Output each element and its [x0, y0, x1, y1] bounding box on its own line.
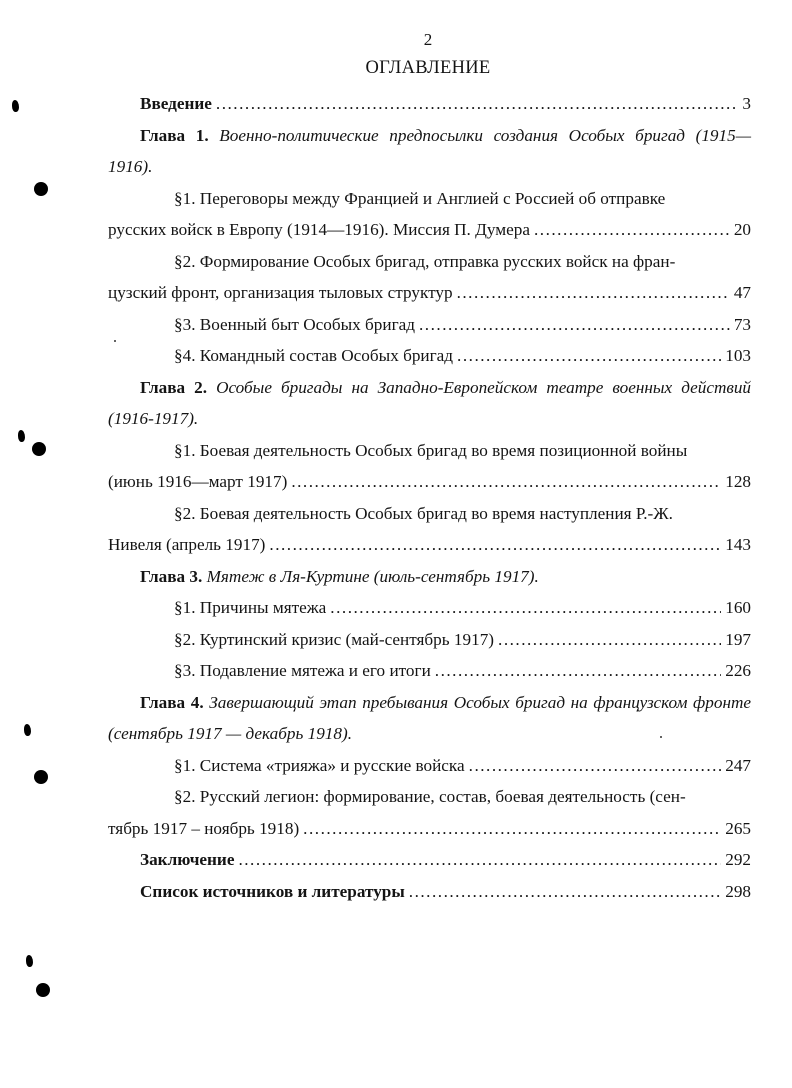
dot-leader [238, 844, 721, 876]
section-text-tail: цузский фронт, организация тыловых структур [108, 283, 453, 302]
section-text: §1. Переговоры между Францией и Англией с Россией об отправке [174, 188, 666, 208]
chapter-title: Мятеж в Ля-Куртине (июль-сентябрь 1917). [206, 566, 539, 586]
toc-page-ref: 298 [725, 881, 751, 901]
toc-page-ref: 3 [742, 94, 751, 113]
dot-leader [303, 813, 721, 845]
dot-leader [498, 624, 721, 656]
chapter-sep: . [199, 692, 210, 712]
toc-section-4-1[interactable] [108, 750, 751, 782]
section-text-tail: §4. Командный состав Особых бригад [174, 346, 454, 365]
toc-section-3-1[interactable] [108, 592, 751, 624]
scan-mark [26, 955, 33, 967]
toc-entry-intro[interactable] [108, 88, 751, 120]
toc-page-ref: 226 [725, 661, 751, 680]
table-of-contents [108, 88, 751, 907]
section-text: §2. Русский легион: формирование, состав, боевая деятельность (сен- [174, 787, 686, 806]
section-text-tail: §1. Система «трияжа» и русские войска [174, 755, 465, 775]
dot-leader [419, 309, 730, 341]
toc-section-1-4[interactable] [108, 340, 751, 372]
toc-page-ref: 73 [733, 314, 751, 334]
toc-entry-bibliography[interactable] [108, 876, 751, 908]
chapter-label: Глава 1 [140, 125, 205, 145]
chapter-sep: . [202, 377, 217, 397]
section-text-tail: Нивеля (апрель 1917) [108, 535, 266, 554]
chapter-sep: . [198, 566, 207, 586]
toc-section-3-2[interactable] [108, 624, 751, 656]
toc-section-1-2[interactable] [108, 246, 751, 309]
toc-page-ref: 197 [725, 629, 751, 649]
toc-chapter-1[interactable] [108, 120, 751, 183]
section-text-tail: §3. Военный быт Особых бригад [174, 314, 415, 334]
toc-chapter-3[interactable] [108, 561, 751, 593]
scan-speck [660, 736, 662, 738]
section-text-tail: тябрь 1917 – ноябрь 1918) [108, 818, 300, 838]
toc-entry-label: Список источников и литературы [140, 881, 405, 901]
scan-mark [12, 100, 19, 112]
section-text: §2. Боевая деятельность Особых бригад во время наступления Р.-Ж. [174, 503, 673, 523]
toc-page-ref: 143 [725, 535, 751, 554]
toc-page-ref: 247 [725, 755, 751, 775]
binder-hole-mark [32, 442, 46, 456]
dot-leader [269, 529, 721, 561]
chapter-title: Завершающий этап пребывания Особых бригад на французском фронте (сентябрь 1917 — декабрь 1918). [108, 692, 752, 743]
dot-leader [435, 655, 721, 687]
toc-page-ref: 160 [725, 598, 751, 617]
section-text-tail: §1. Причины мятежа [174, 598, 327, 617]
binder-hole-mark [36, 983, 50, 997]
toc-page-ref: 20 [733, 220, 751, 239]
toc-entry-label: Введение [140, 94, 212, 113]
page-number: 2 [423, 30, 433, 49]
chapter-label: Глава 4 [140, 692, 200, 712]
section-text: §2. Формирование Особых бригад, отправка русских войск на фран- [174, 251, 676, 271]
toc-section-2-2[interactable] [108, 498, 751, 561]
toc-chapter-2[interactable] [108, 372, 751, 435]
dot-leader [291, 466, 721, 498]
section-text-tail: русских войск в Европу (1914—1916). Миссия П. Думера [108, 220, 530, 239]
section-text-tail: §3. Подавление мятежа и его итоги [174, 661, 431, 680]
dot-leader [534, 214, 730, 246]
binder-hole-mark [34, 770, 48, 784]
chapter-label: Глава 2 [140, 377, 203, 397]
scan-mark [24, 724, 31, 736]
dot-leader [330, 592, 721, 624]
scan-speck [114, 340, 116, 342]
toc-entry-conclusion[interactable] [108, 844, 751, 876]
toc-section-4-2[interactable] [108, 781, 751, 844]
dot-leader [409, 876, 721, 908]
chapter-label: Глава 3 [140, 566, 198, 586]
toc-page-ref: 292 [725, 850, 751, 869]
toc-section-1-3[interactable] [108, 309, 751, 341]
dot-leader [457, 277, 730, 309]
chapter-title: Особые бригады на Западно-Европейском театре военных действий (1916-1917). [108, 377, 752, 428]
binder-hole-mark [34, 182, 48, 196]
toc-section-1-1[interactable] [108, 183, 751, 246]
dot-leader [469, 750, 722, 782]
toc-page-ref: 128 [725, 472, 751, 491]
toc-section-3-3[interactable] [108, 655, 751, 687]
toc-page-ref: 265 [725, 818, 751, 838]
chapter-sep: . [204, 125, 220, 145]
toc-page-ref: 47 [733, 283, 751, 302]
dot-leader [457, 340, 721, 372]
section-text: §1. Боевая деятельность Особых бригад во время позиционной войны [174, 440, 688, 460]
dot-leader [216, 88, 739, 120]
section-text-tail: (июнь 1916—март 1917) [108, 472, 288, 491]
toc-chapter-4[interactable] [108, 687, 751, 750]
scan-mark [18, 430, 25, 442]
toc-section-2-1[interactable] [108, 435, 751, 498]
chapter-title: Военно-политические предпосылки создания Особых бригад (1915—1916). [108, 125, 751, 176]
toc-title: ОГЛАВЛЕНИЕ [365, 58, 491, 78]
toc-page-ref: 103 [725, 346, 751, 365]
section-text-tail: §2. Куртинский кризис (май-сентябрь 1917) [174, 629, 495, 649]
toc-entry-label: Заключение [140, 850, 235, 869]
